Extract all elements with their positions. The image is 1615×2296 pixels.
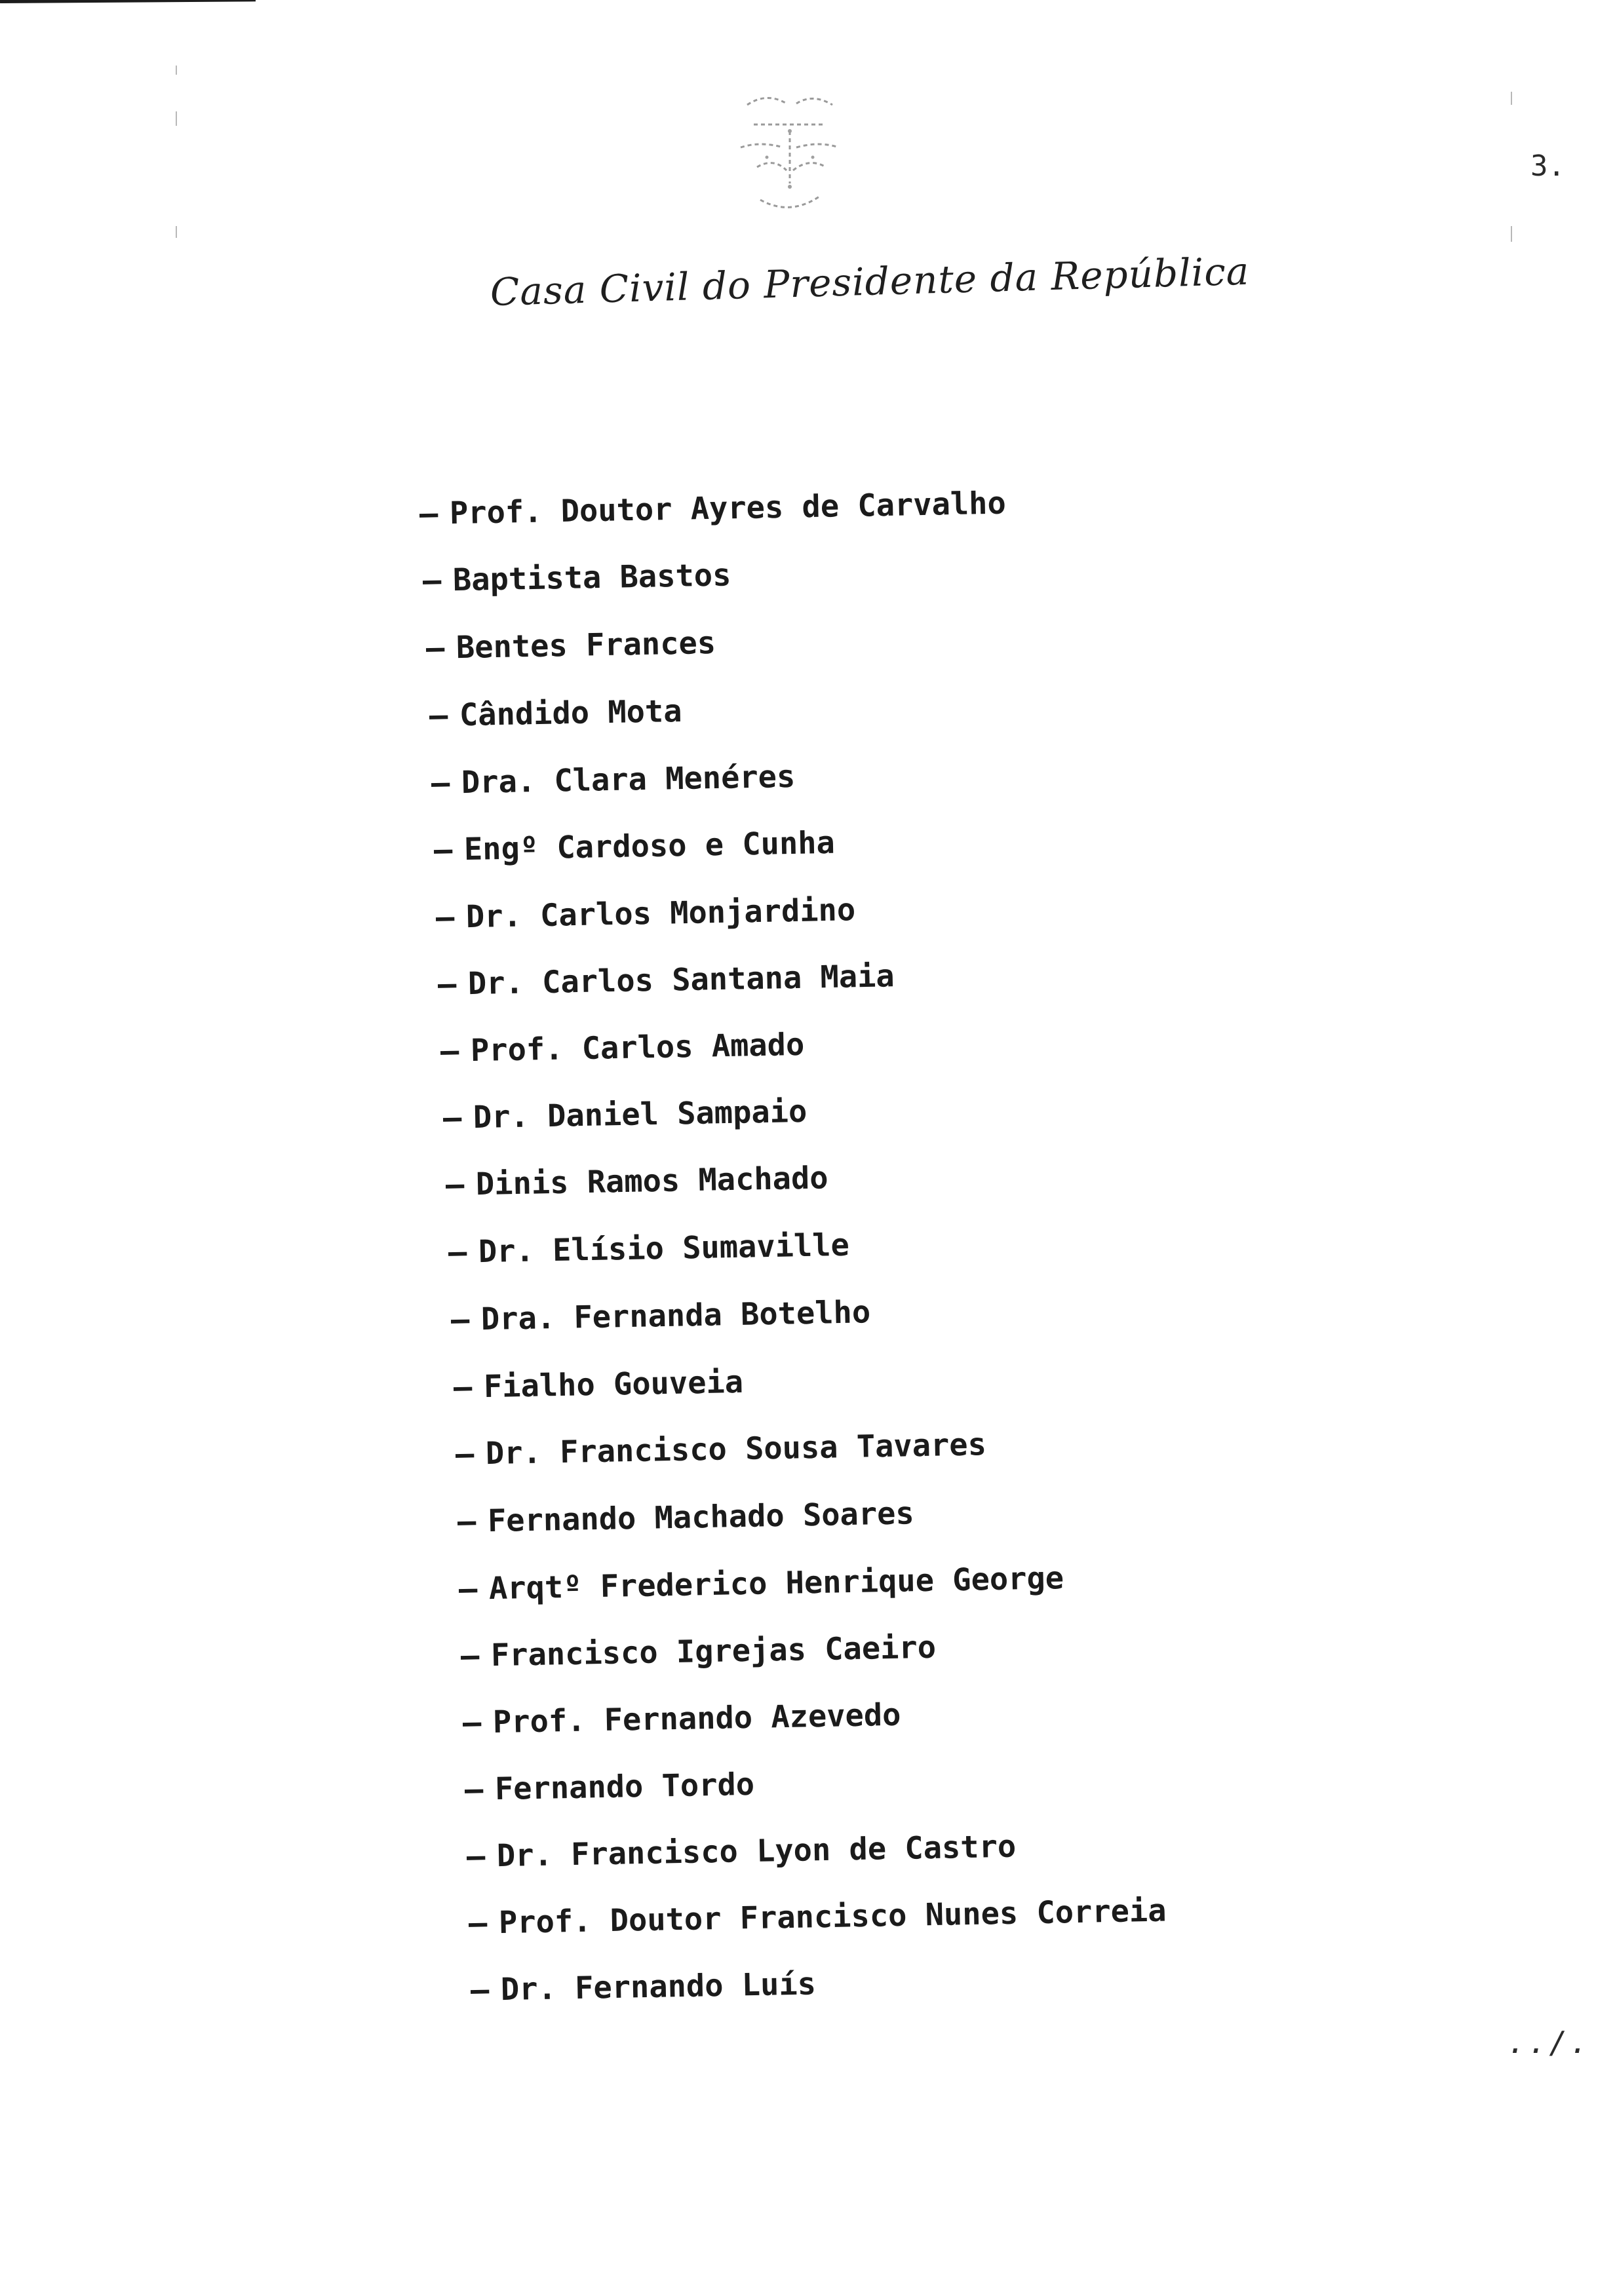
list-item: [425, 624, 716, 668]
list-item-text: Dr. Carlos Monjardino: [465, 892, 856, 936]
list-dash: –: [437, 966, 457, 1003]
list-dash: –: [470, 1972, 490, 2008]
list-dash: –: [450, 1301, 470, 1338]
list-dash: –: [419, 495, 438, 532]
list-dash: –: [462, 1704, 482, 1741]
list-item-text: Baptista Bastos: [452, 557, 731, 599]
list-item-text: Fernando Tordo: [494, 1766, 755, 1808]
list-dash: –: [435, 899, 455, 936]
list-item: [450, 1293, 870, 1340]
list-item: [460, 1628, 936, 1676]
list-item: [455, 1425, 986, 1474]
list-item: [429, 692, 682, 736]
list-item: [442, 1092, 807, 1138]
list-item: [464, 1765, 754, 1810]
list-item: [453, 1363, 743, 1407]
list-item-text: Dr. Carlos Santana Maia: [467, 958, 895, 1003]
list-item: [437, 957, 895, 1004]
list-item: [422, 556, 731, 601]
list-dash: –: [442, 1100, 462, 1136]
continuation-mark: ../.: [1508, 2025, 1591, 2060]
list-dash: –: [440, 1033, 459, 1069]
list-dash: –: [433, 832, 453, 868]
page-number: 3.: [1530, 149, 1565, 183]
list-item: [466, 1827, 1016, 1877]
list-item-text: Cândido Mota: [459, 693, 682, 734]
list-item-text: Arqtº Frederico Henrique George: [488, 1560, 1064, 1607]
list-item: [431, 757, 795, 803]
list-dash: –: [464, 1771, 484, 1808]
list-item-text: Prof. Carlos Amado: [470, 1026, 805, 1069]
list-item: [440, 1025, 804, 1071]
list-item: [462, 1696, 901, 1743]
list-item-text: Francisco Igrejas Caeiro: [490, 1629, 937, 1674]
list-dash: –: [425, 630, 445, 666]
list-item-text: Engº Cardoso e Cunha: [463, 824, 836, 868]
list-item: [457, 1494, 914, 1542]
list-item: [435, 890, 855, 938]
list-item-text: Dinis Ramos Machado: [475, 1160, 829, 1203]
list-item-text: Dra. Clara Menéres: [461, 758, 796, 801]
list-dash: –: [460, 1637, 480, 1674]
list-item: [419, 484, 1006, 534]
list-item-text: Prof. Doutor Ayres de Carvalho: [449, 485, 1007, 532]
list-item-text: Dr. Elísio Sumaville: [478, 1227, 850, 1271]
list-item: [433, 824, 835, 870]
list-item-text: Fernando Machado Soares: [487, 1495, 915, 1540]
letterhead-title: Casa Civil do Presidente da República: [490, 248, 1251, 315]
list-item-text: Prof. Doutor Francisco Nunes Correia: [498, 1892, 1167, 1942]
list-item: [468, 1891, 1167, 1943]
list-item-text: Dr. Daniel Sampaio: [473, 1093, 808, 1136]
list-item: [445, 1158, 828, 1205]
list-dash: –: [448, 1234, 467, 1271]
list-dash: –: [445, 1166, 465, 1203]
list-dash: –: [455, 1436, 475, 1472]
list-dash: –: [468, 1905, 488, 1942]
list-item: [470, 1964, 816, 2010]
list-item-text: Dr. Francisco Lyon de Castro: [496, 1828, 1017, 1875]
list-item-text: Bentes Frances: [456, 624, 716, 666]
list-item-text: Fialho Gouveia: [483, 1364, 744, 1406]
list-item: [458, 1559, 1064, 1609]
list-item-text: Dr. Fernando Luís: [500, 1966, 817, 2008]
list-dash: –: [453, 1369, 473, 1406]
list-dash: –: [431, 765, 450, 801]
list-item-text: Dr. Francisco Sousa Tavares: [485, 1426, 987, 1472]
list-dash: –: [422, 562, 442, 599]
list-dash: –: [457, 1503, 477, 1540]
list-dash: –: [466, 1838, 486, 1875]
list-item-text: Dra. Fernanda Botelho: [480, 1294, 871, 1338]
list-dash: –: [429, 697, 448, 734]
list-item: [448, 1226, 849, 1272]
list-dash: –: [458, 1571, 478, 1607]
list-item-text: Prof. Fernando Azevedo: [492, 1696, 901, 1741]
